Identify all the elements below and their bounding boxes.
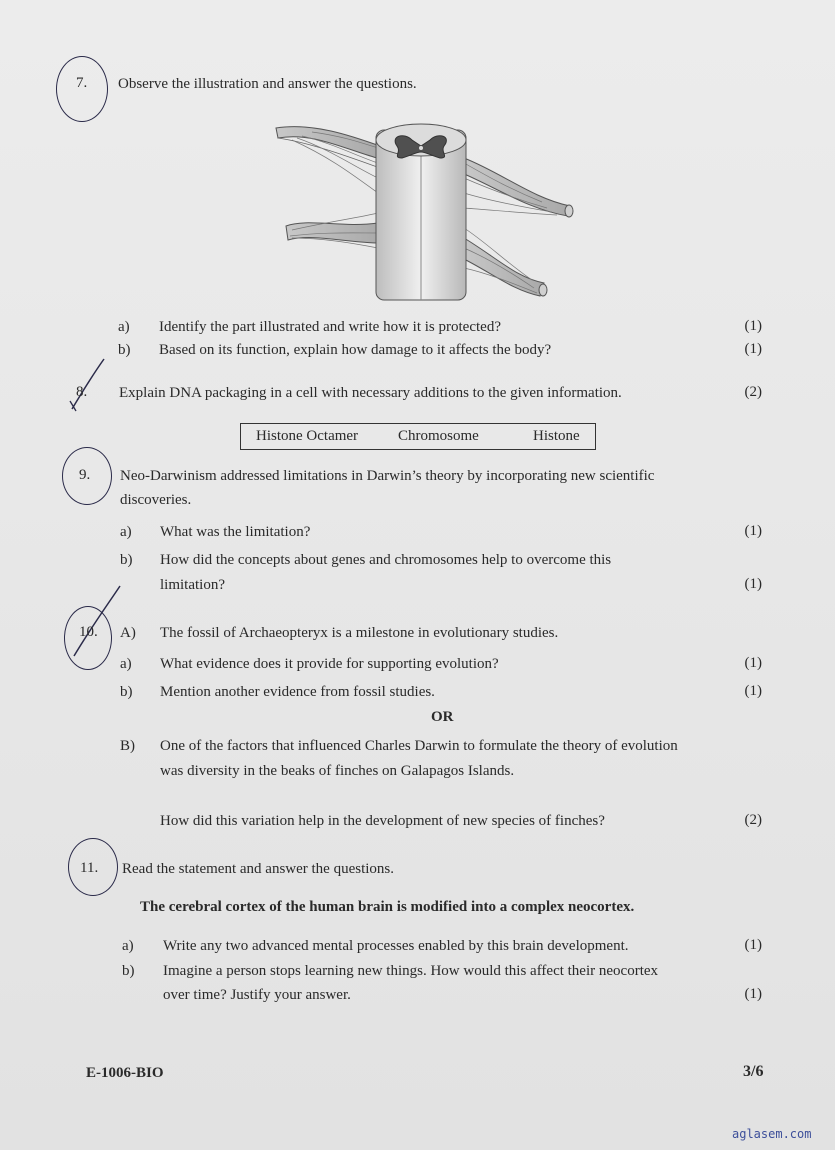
- q9-number: 9.: [79, 467, 91, 483]
- q8-word-box: [240, 423, 596, 450]
- q10B-label: B): [120, 738, 135, 754]
- q9a-text: What was the limitation?: [160, 524, 311, 540]
- q7b-text: Based on its function, explain how damage to it affects the body?: [159, 342, 552, 358]
- q11-stem: Read the statement and answer the questions.: [122, 861, 395, 877]
- q7a-label: a): [118, 319, 130, 335]
- word-chromosome: Chromosome: [398, 428, 479, 444]
- q9-stem-line1: Neo-Darwinism addressed limitations in Darwin’s theory by incorporating new scientific: [120, 468, 655, 484]
- paper-code: E-1006-BIO: [86, 1065, 164, 1081]
- q10A-text: The fossil of Archaeopteryx is a milestone in evolutionary studies.: [160, 625, 559, 641]
- q10-or: OR: [431, 709, 454, 725]
- q9a-label: a): [120, 524, 132, 540]
- q10a-mark: (1): [744, 655, 762, 671]
- word-histone: Histone: [533, 428, 580, 444]
- q11-statement: The cerebral cortex of the human brain is modified into a complex neocortex.: [140, 899, 635, 915]
- q10B-line1: One of the factors that influenced Charles Darwin to formulate the theory of evolution: [160, 738, 678, 754]
- q10b-text: Mention another evidence from fossil studies.: [160, 684, 435, 700]
- q10a-label: a): [120, 656, 132, 672]
- q10a-text: What evidence does it provide for supporting evolution?: [160, 656, 499, 672]
- q7b-label: b): [118, 342, 131, 358]
- q10A-label: A): [120, 625, 136, 641]
- q11-number: 11.: [80, 860, 99, 876]
- q11a-text: Write any two advanced mental processes enabled by this brain development.: [163, 938, 629, 954]
- q7a-text: Identify the part illustrated and write how it is protected?: [159, 319, 501, 335]
- q8-number: 8.: [76, 384, 88, 400]
- q9b-text-line2: limitation?: [160, 577, 225, 593]
- q9-stem-line2: discoveries.: [120, 492, 192, 508]
- q10b-label: b): [120, 684, 133, 700]
- q9b-mark: (1): [744, 576, 762, 592]
- q7b-mark: (1): [744, 341, 762, 357]
- q11a-label: a): [122, 938, 134, 954]
- q7-number: 7.: [76, 75, 88, 91]
- watermark: aglasem.com: [732, 1127, 812, 1141]
- q9a-mark: (1): [744, 523, 762, 539]
- word-histone-octamer: Histone Octamer: [256, 428, 359, 444]
- q11b-text-line1: Imagine a person stops learning new things. How would this affect their neocortex: [163, 963, 659, 979]
- q10-pen-tick: [62, 582, 124, 662]
- q11b-label: b): [122, 963, 135, 979]
- q10B-mark: (2): [744, 812, 762, 828]
- q10B-question: How did this variation help in the development of new species of finches?: [160, 813, 605, 829]
- q10-number: 10.: [79, 624, 98, 640]
- q9b-text-line1: How did the concepts about genes and chromosomes help to overcome this: [160, 552, 612, 568]
- q8-pen-tick: [64, 355, 114, 415]
- q10B-line2: was diversity in the beaks of finches on Galapagos Islands.: [160, 763, 515, 779]
- q8-mark: (2): [744, 384, 762, 400]
- q9b-label: b): [120, 552, 133, 568]
- q11a-mark: (1): [744, 937, 762, 953]
- q10b-mark: (1): [744, 683, 762, 699]
- spinal-cord-illustration: [272, 118, 577, 308]
- q11b-mark: (1): [744, 986, 762, 1002]
- q11b-text-line2: over time? Justify your answer.: [163, 987, 351, 1003]
- q8-stem: Explain DNA packaging in a cell with necessary additions to the given information.: [119, 385, 622, 401]
- q7-stem: Observe the illustration and answer the questions.: [118, 76, 417, 92]
- page-number: 3/6: [743, 1063, 764, 1080]
- q7a-mark: (1): [744, 318, 762, 334]
